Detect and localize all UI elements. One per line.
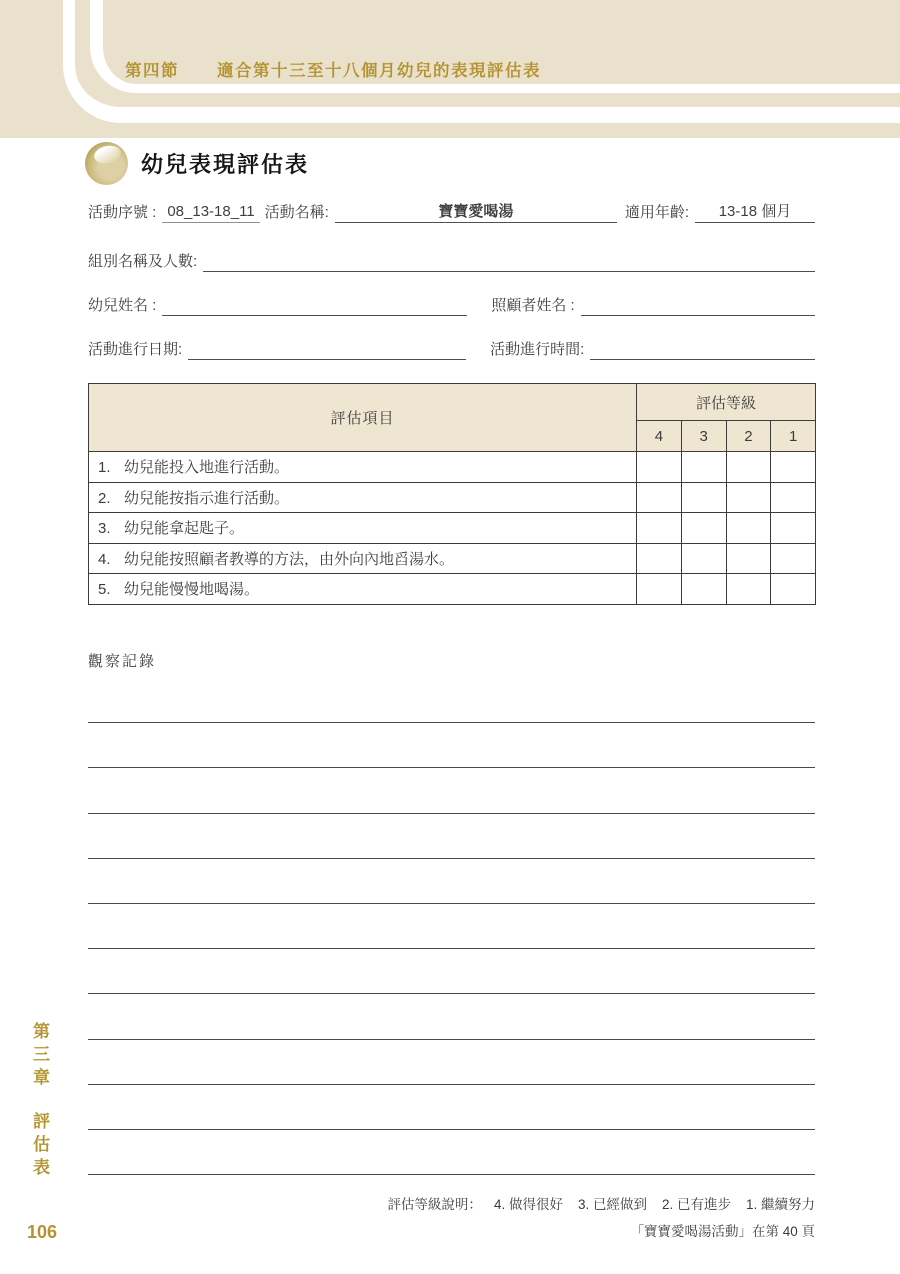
section-tab: 評估表 — [30, 1112, 49, 1181]
grade-legend — [88, 1193, 815, 1213]
assessment-row — [89, 543, 816, 574]
doc-title: 幼兒表現評估表 — [141, 152, 310, 177]
item-label: 幼兒能投入地進行活動。 — [124, 459, 290, 477]
group-label: 組別名稱及人數: — [88, 253, 198, 270]
banner-heading — [125, 57, 541, 81]
item-number: 4. — [98, 550, 111, 568]
grade-box — [637, 452, 682, 483]
grade-box — [771, 574, 816, 605]
grade-box — [637, 513, 682, 544]
grade-box — [681, 543, 726, 574]
ruled-line — [88, 723, 815, 768]
legend-item: 1. 繼續努力 — [745, 1197, 815, 1212]
ruled-line — [88, 904, 815, 949]
item-text — [89, 543, 637, 574]
grade-box — [681, 452, 726, 483]
ruled-line — [88, 949, 815, 994]
grade-level-2: 2 — [726, 421, 771, 452]
assessment-row — [89, 482, 816, 513]
time-field — [590, 359, 815, 360]
item-text — [89, 513, 637, 544]
assessment-row — [89, 452, 816, 483]
item-number: 1. — [98, 459, 111, 477]
item-text — [89, 574, 637, 605]
item-text — [89, 452, 637, 483]
grade-box — [637, 543, 682, 574]
item-text — [89, 482, 637, 513]
item-number: 3. — [98, 520, 111, 538]
form-line-group — [88, 251, 815, 272]
ruled-line — [88, 994, 815, 1039]
grade-box — [771, 452, 816, 483]
group-field — [203, 271, 815, 272]
legend-label: 評估等級說明： — [387, 1197, 482, 1212]
assessment-table — [88, 383, 816, 605]
legend-item: 3. 已經做到 — [577, 1197, 647, 1212]
form-line-datetime — [88, 339, 815, 360]
observation-label: 觀察記錄 — [88, 653, 157, 670]
item-label: 幼兒能拿起匙子。 — [124, 520, 245, 538]
ruled-line — [88, 859, 815, 904]
time-label: 活動進行時間: — [490, 341, 585, 358]
observation-lines — [88, 678, 815, 1175]
grade-box — [771, 543, 816, 574]
item-label: 幼兒能按指示進行活動。 — [124, 489, 290, 507]
age-field: 13-18 個月 — [695, 201, 815, 223]
date-field — [188, 359, 466, 360]
grade-level-1: 1 — [771, 421, 816, 452]
item-number: 2. — [98, 489, 111, 507]
ruled-line — [88, 678, 815, 723]
grade-box — [726, 452, 771, 483]
top-banner — [0, 0, 900, 138]
grade-box — [771, 482, 816, 513]
activity-name-label: 活動名稱: — [264, 204, 329, 221]
assessment-row — [89, 513, 816, 544]
grade-header-cell: 評估等級 — [637, 384, 816, 421]
ruled-line — [88, 1040, 815, 1085]
legend-item: 4. 做得很好 — [493, 1197, 563, 1212]
page-number: 106 — [27, 1222, 58, 1242]
caregiver-label: 照顧者姓名 : — [491, 297, 575, 314]
grade-box — [637, 482, 682, 513]
item-label: 幼兒能按照顧者教導的方法，由外向內地舀湯水。 — [124, 550, 455, 568]
chapter-tab: 第三章 — [30, 1022, 49, 1091]
section-number: 第四節 — [125, 62, 179, 80]
item-label: 幼兒能慢慢地喝湯。 — [124, 581, 260, 599]
grade-box — [681, 513, 726, 544]
form-line-activity — [88, 201, 815, 223]
grade-box — [726, 482, 771, 513]
section-title: 適合第十三至十八個月幼兒的表現評估表 — [217, 62, 541, 80]
date-label: 活動進行日期: — [88, 341, 183, 358]
assessment-row — [89, 574, 816, 605]
ruled-line — [88, 768, 815, 813]
grade-box — [637, 574, 682, 605]
activity-no-value: 08_13-18_11 — [162, 201, 259, 223]
activity-no-label: 活動序號 : — [88, 204, 157, 221]
child-name-field — [162, 315, 467, 316]
pearl-sphere-icon — [85, 142, 128, 185]
grade-box — [726, 543, 771, 574]
item-header-cell: 評估項目 — [89, 384, 637, 452]
grade-level-3: 3 — [681, 421, 726, 452]
item-number: 5. — [98, 581, 111, 599]
grade-box — [726, 574, 771, 605]
legend-item: 2. 已有進步 — [661, 1197, 731, 1212]
grade-box — [771, 513, 816, 544]
grade-level-4: 4 — [637, 421, 682, 452]
ruled-line — [88, 814, 815, 859]
doc-title-row — [85, 142, 309, 185]
grade-box — [681, 574, 726, 605]
form-line-names — [88, 295, 815, 316]
grade-box — [681, 482, 726, 513]
reference-note: 「寶寶愛喝湯活動」在第 40 頁 — [630, 1224, 815, 1239]
activity-name-field: 寶寶愛喝湯 — [335, 201, 617, 223]
ruled-line — [88, 1085, 815, 1130]
ruled-line — [88, 1130, 815, 1175]
age-label: 適用年齡: — [624, 204, 689, 221]
child-name-label: 幼兒姓名 : — [88, 297, 157, 314]
grade-box — [726, 513, 771, 544]
caregiver-name-field — [581, 315, 815, 316]
